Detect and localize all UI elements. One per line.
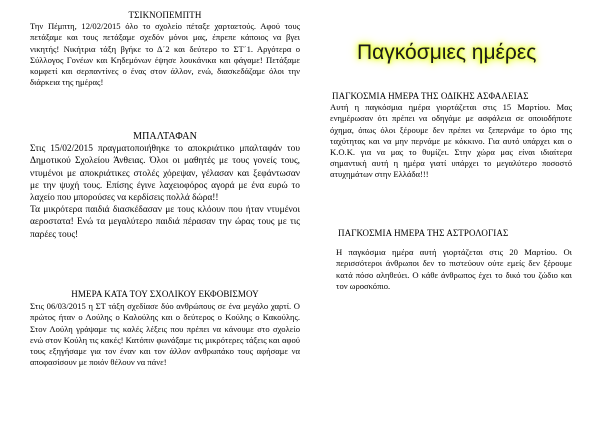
section-body: Αυτή η παγκόσμια ημέρα γιορτάζεται στις 15 Μαρτίου. Μας ενημέρωσαν ότι πρέπει να οδηγάμε με ασφάλεια σε οποιοδήποτε όχημα, όπως όλοι ξέρουμε δεν πρέπει να ξεπερνάμε το όριο της ταχύτητας και να μην περνάμε με κόκκινο. Για αυτό υπάρχει και ο Κ.Ο.Κ. για να μας το θυμίζει. Στην χώρα μας είναι ιδιαίτερα σημαντική αυτή η ημέρα γιατί υπάρχει το μεγαλύτερο ποσοστό ατυχημάτων στην Ελλάδα!!! (330, 102, 572, 180)
section-body: Τα μικρότερα παιδιά διασκέδασαν με τους κλόουν που ήταν ντυμένοι αεροστατα! Ενώ τα μεγαλύτερο παιδιά πέρασαν την ώρας τους με τις παρέες τους! (30, 205, 300, 240)
section-baltafan (30, 131, 300, 241)
banner (354, 38, 537, 74)
section-body: Η παγκόσμια ημέρα αυτή γιορτάζεται στις 20 Μαρτίου. Οι περισσότεροι άνθρωποι δεν το πιστεύουν ούτε εμείς δεν ξέρουμε κατά πόσο αληθεύει. Ο κάθε άνθρωπος έχει το δικό του ζώδιο και τον ωροσκόπιο. (336, 247, 572, 291)
section-body: Στις 06/03/2015 η ΣΤ τάξη σχεδίασε δύο ανθρώπους σε ένα μεγάλο χαρτί. Ο πρώτος ήταν ο Λούλης ο Καλούλης και ο δεύτερος ο Κούλης ο Κακούλης. Στον Λούλη γράψαμε τις καλές λέξεις που πρέπει να κάνουμε στο σχολείο ενώ στον Κούλη τις κακές! Κατόπιν φωνάξαμε τις μικρότερες τάξεις και αφού τους εξηγήσαμε για τον έναν και τον άλλον ανθρωπάκο τους αφήσαμε να αποφασίσουν με ποιόν θέλουν να πάνε! (30, 301, 300, 368)
section-tsiknopempti (30, 10, 300, 88)
section-title: ΜΠΑΛΤΑΦΑΝ (133, 131, 197, 142)
section-title: ΤΣΙΚΝΟΠΕΜΠΤΗ (128, 10, 202, 20)
section-astrology (328, 228, 572, 292)
banner-title: Παγκόσμιες ημέρες (357, 41, 537, 64)
section-body: Στις 15/02/2015 πραγματοποιήθηκε το αποκριάτικο μπαλταφάν του Δημοτικού Σχολείου Άνθειας. Όλοι οι μαθητές με τους γονείς τους, ντυμένοι με αποκριάτικες στολές χόρεψαν, γέλασαν και ξεφάντωσαν με την ψυχή τους. Επίσης έγινε λαχειοφόρος αγορά με ένα ευρώ το λαχείο που μπορούσες να κερδίσεις πολλά δώρα!! (30, 144, 300, 204)
section-bullying-day (30, 289, 300, 368)
section-title: ΠΑΓΚΟΣΜΙΑ ΗΜΕΡΑ ΤΗΣ ΟΔΙΚΗΣ ΑΣΦΑΛΕΙΑΣ (332, 91, 529, 101)
section-body: Την Πέμπτη, 12/02/2015 όλο το σχολείο πέταξε χαρταετούς. Αφού τους πετάξαμε και τους πετάξαμε σχεδόν μόνοι μας, έπρεπε κάποιος να βγει νικητής! Νικήτρια τάξη βγήκε το Δ΄2 και δεύτερο το ΣΤ΄1. Αργότερα ο Σύλλογος Γονέων και Κηδεμόνων έψησε λουκάνικα και φάγαμε! Πετάξαμε κομφετί και σερπαντίνες ο ένας στον άλλον, ενώ, διασκεδάζαμε όλοι την διάρκεια της ημέρας! (30, 21, 300, 88)
section-title: ΗΜΕΡΑ ΚΑΤΑ ΤΟΥ ΣΧΟΛΙΚΟΥ ΕΚΦΟΒΙΣΜΟΥ (71, 289, 259, 299)
section-road-safety (328, 91, 572, 181)
section-title: ΠΑΓΚΟΣΜΙΑ ΗΜΕΡΑ ΤΗΣ ΑΣΤΡΟΛΟΓΙΑΣ (338, 228, 509, 238)
